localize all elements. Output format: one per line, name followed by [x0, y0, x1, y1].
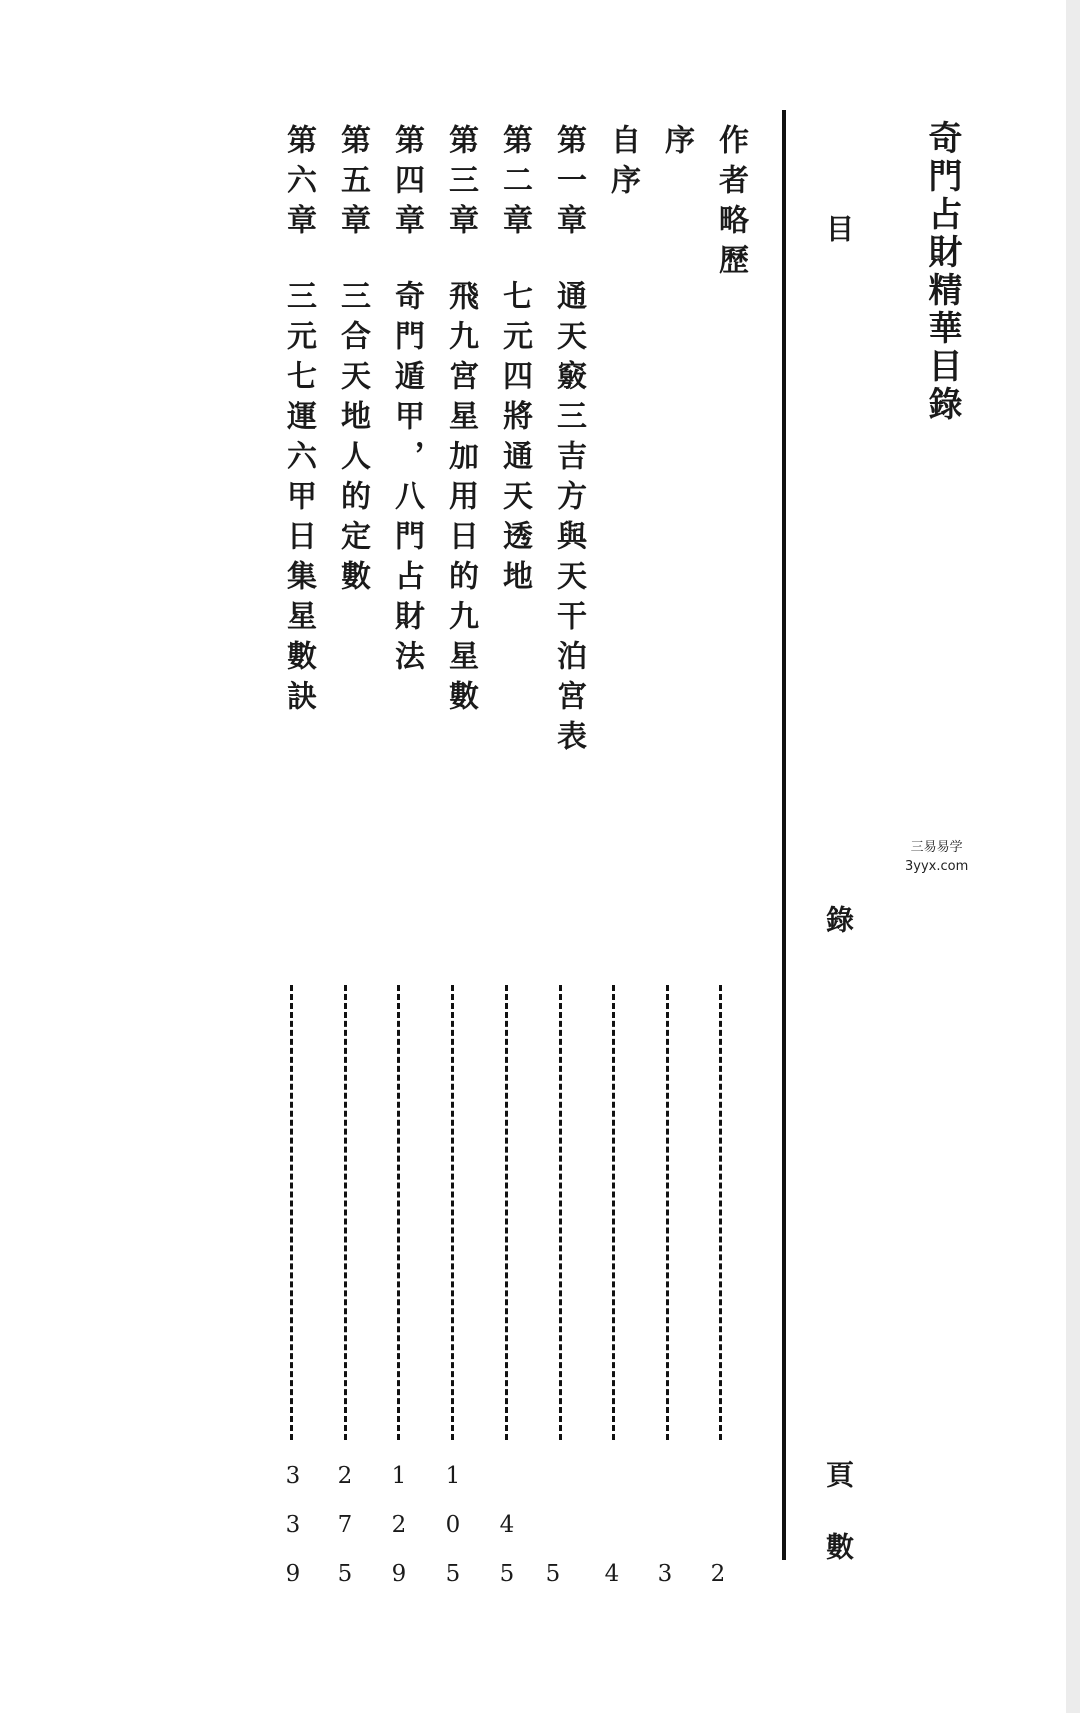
toc-entry-label: 自序 — [605, 124, 640, 204]
toc-page-number — [538, 1452, 568, 1599]
page-column-label-shu: 數 — [822, 1532, 855, 1560]
toc-page-number — [278, 1452, 308, 1599]
watermark-line-1: 三易易学 — [910, 840, 963, 855]
toc-leader-dots — [344, 985, 347, 1440]
toc-leader-dots — [719, 985, 722, 1440]
page-digit — [650, 1452, 680, 1501]
page-digit — [597, 1501, 627, 1550]
page-digit — [538, 1452, 568, 1501]
page-digit: 5 — [337, 1561, 353, 1587]
page-digit — [597, 1452, 627, 1501]
watermark — [905, 838, 968, 876]
toc-leader-dots — [612, 985, 615, 1440]
toc-leader-dots — [505, 985, 508, 1440]
toc-page-number — [492, 1452, 522, 1599]
page-column-label-ye: 頁 — [822, 1460, 855, 1488]
page-digit — [703, 1452, 733, 1501]
toc-entry-title: 三元七運六甲日集星數訣 — [281, 280, 316, 720]
toc-entry-title: 飛九宮星加用日的九星數 — [443, 280, 478, 720]
toc-leader-dots — [290, 985, 293, 1440]
page-digit: 5 — [545, 1561, 561, 1587]
page-digit — [650, 1501, 680, 1550]
toc-page-number — [703, 1452, 733, 1599]
toc-entry-label: 序 — [659, 124, 694, 164]
page-edge-shadow — [1066, 0, 1080, 1713]
page-digit: 9 — [391, 1561, 407, 1587]
toc-page-number — [384, 1452, 414, 1599]
toc-entry-title: 三合天地人的定數 — [335, 280, 370, 600]
toc-entry-label: 第三章 — [443, 124, 478, 244]
page-digit: 1 — [445, 1463, 461, 1489]
page-digit — [703, 1501, 733, 1550]
page-digit — [538, 1501, 568, 1550]
page-digit — [492, 1452, 522, 1501]
page-digit: 7 — [337, 1512, 353, 1538]
toc-page-number — [438, 1452, 468, 1599]
toc-page-number — [650, 1452, 680, 1599]
page-digit: 3 — [285, 1512, 301, 1538]
toc-entry-title: 通天竅三吉方與天干泊宮表 — [551, 280, 586, 760]
page-digit: 4 — [499, 1512, 515, 1538]
side-heading-lu: 錄 — [822, 905, 855, 933]
book-title: 奇門占財精華目錄 — [922, 120, 962, 424]
watermark-line-2: 3yyx.com — [905, 859, 969, 874]
toc-entry-label: 第四章 — [389, 124, 424, 244]
toc-leader-dots — [397, 985, 400, 1440]
toc-page-number — [330, 1452, 360, 1599]
toc-page-number — [597, 1452, 627, 1599]
page-digit: 5 — [445, 1561, 461, 1587]
page-digit: 9 — [285, 1561, 301, 1587]
page-digit: 2 — [710, 1561, 726, 1587]
toc-leader-dots — [451, 985, 454, 1440]
toc-entry-label: 作者略歷 — [713, 124, 748, 284]
toc-entry-label: 第五章 — [335, 124, 370, 244]
page-digit: 3 — [285, 1463, 301, 1489]
page-digit: 3 — [657, 1561, 673, 1587]
toc-entry-label: 第六章 — [281, 124, 316, 244]
toc-entry-label: 第一章 — [551, 124, 586, 244]
page-digit: 4 — [604, 1561, 620, 1587]
page-digit: 5 — [499, 1561, 515, 1587]
vertical-divider — [782, 110, 786, 1560]
toc-leader-dots — [666, 985, 669, 1440]
page-digit: 2 — [391, 1512, 407, 1538]
page-digit: 2 — [337, 1463, 353, 1489]
side-heading-mu: 目 — [822, 214, 855, 242]
page-digit: 1 — [391, 1463, 407, 1489]
toc-leader-dots — [559, 985, 562, 1440]
page-digit: 0 — [445, 1512, 461, 1538]
toc-entry-title: 七元四將通天透地 — [497, 280, 532, 600]
toc-entry-title: 奇門遁甲，八門占財法 — [389, 280, 424, 680]
toc-entry-label: 第二章 — [497, 124, 532, 244]
